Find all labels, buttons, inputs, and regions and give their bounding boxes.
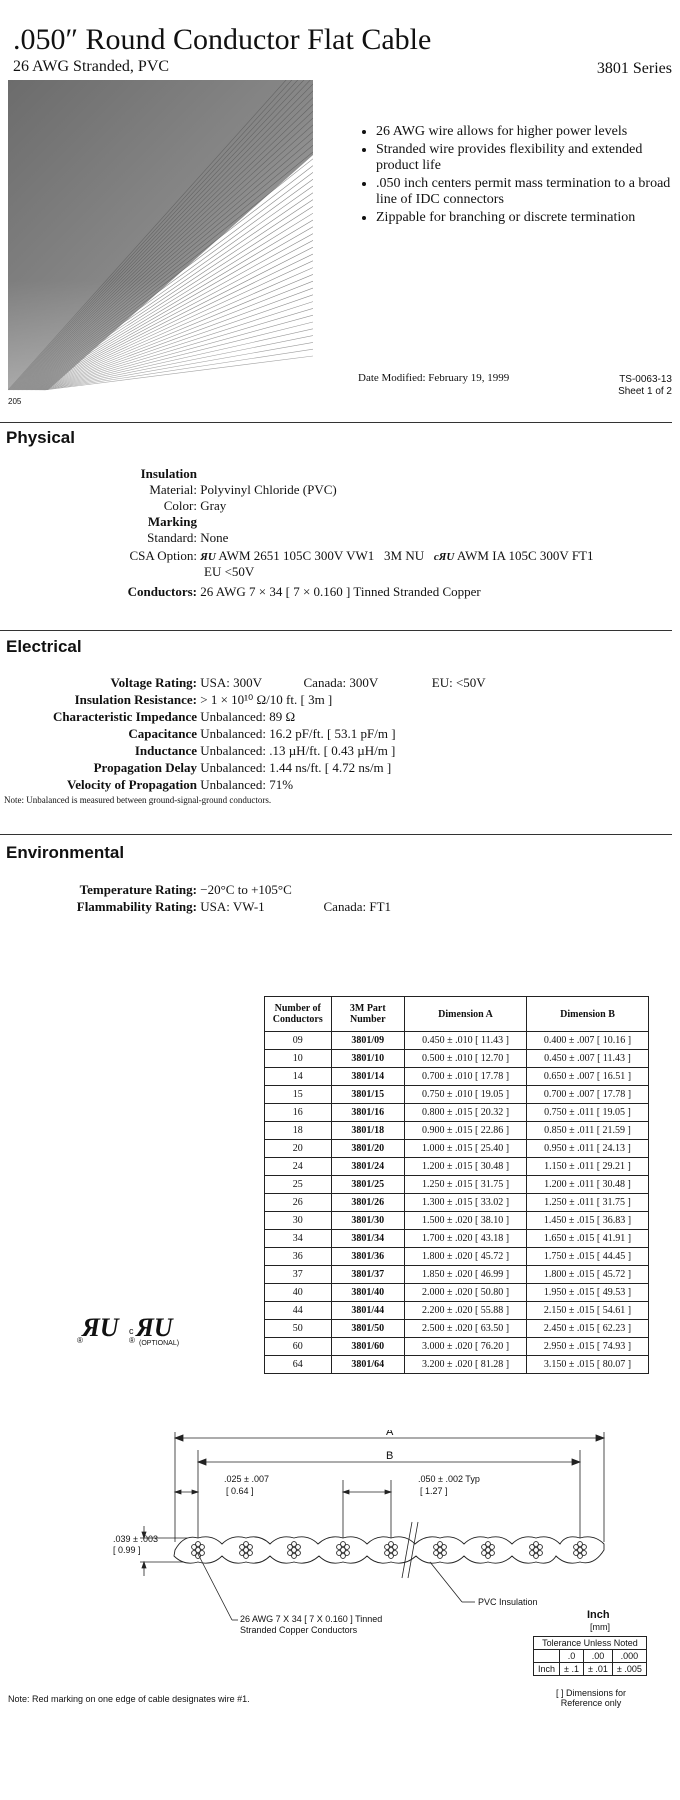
col-conductors: Number of Conductors	[265, 997, 332, 1032]
conductor-strand	[292, 1554, 297, 1559]
table-row	[265, 1320, 649, 1338]
velocity-label: Velocity of Propagation	[67, 777, 197, 792]
dimension-a-cell: 0.500 ± .010 [ 12.70 ]	[405, 1050, 527, 1068]
inductance-value: Unbalanced: .13 µH/ft. [ 0.43 µH/m ]	[200, 743, 396, 758]
dimension-b-cell: 0.450 ± .007 [ 11.43 ]	[527, 1050, 649, 1068]
flammability-label: Flammability Rating:	[76, 899, 197, 914]
doc-number-block	[618, 374, 672, 398]
velocity-value: Unbalanced: 71%	[200, 777, 294, 792]
col-dimension-b: Dimension B	[527, 997, 649, 1032]
conductor-count-cell: 18	[265, 1122, 332, 1140]
part-number-cell: 3801/26	[331, 1194, 405, 1212]
conductors-value: 26 AWG 7 × 34 [ 7 × 0.160 ] Tinned Stranded Copper	[200, 584, 481, 599]
tolerance-head: .000	[612, 1650, 646, 1663]
table-row	[265, 1068, 649, 1086]
conductor-strand	[534, 1554, 539, 1559]
conductor-count-cell: 64	[265, 1356, 332, 1374]
table-row	[265, 1284, 649, 1302]
dimension-b-cell: 0.400 ± .007 [ 10.16 ]	[527, 1032, 649, 1050]
red-marking-note: Note: Red marking on one edge of cable designates wire #1.	[8, 1694, 250, 1704]
ul-registered-mark: ®	[77, 1336, 83, 1345]
part-number-cell: 3801/09	[331, 1032, 405, 1050]
dim-b-label: B	[386, 1450, 394, 1462]
color-value: Gray	[200, 498, 227, 513]
capacitance-value: Unbalanced: 16.2 pF/ft. [ 53.1 pF/m ]	[200, 726, 396, 741]
propagation-delay-row	[0, 760, 391, 776]
dimension-b-cell: 1.250 ± .011 [ 31.75 ]	[527, 1194, 649, 1212]
conductors-label: Conductors:	[127, 584, 197, 599]
part-number-table	[264, 996, 649, 1374]
propagation-delay-label: Propagation Delay	[93, 760, 197, 775]
conductor-count-cell: 60	[265, 1338, 332, 1356]
page-title: .050″ Round Conductor Flat Cable	[13, 23, 432, 56]
dimension-a-cell: 1.200 ± .015 [ 30.48 ]	[405, 1158, 527, 1176]
col-part-number: 3M Part Number	[331, 997, 405, 1032]
part-number-cell: 3801/20	[331, 1140, 405, 1158]
dimension-a-cell: 1.000 ± .015 [ 25.40 ]	[405, 1140, 527, 1158]
sheet-number: Sheet 1 of 2	[618, 386, 672, 397]
impedance-value: Unbalanced: 89 Ω	[200, 709, 296, 724]
table-row	[265, 1356, 649, 1374]
capacitance-label: Capacitance	[128, 726, 197, 741]
voltage-row	[0, 675, 486, 691]
optional-label: (OPTIONAL)	[139, 1340, 180, 1347]
electrical-note: Note: Unbalanced is measured between ground-signal-ground conductors.	[4, 795, 272, 805]
dimension-a-cell: 0.750 ± .010 [ 19.05 ]	[405, 1086, 527, 1104]
part-number-cell: 3801/50	[331, 1320, 405, 1338]
insulation-resistance-value: > 1 × 10¹⁰ Ω/10 ft. [ 3m ]	[200, 692, 333, 707]
divider	[0, 630, 672, 631]
dimension-b-cell: 1.800 ± .015 [ 45.72 ]	[527, 1266, 649, 1284]
csa-value-4: EU <50V	[204, 564, 255, 579]
part-number-cell: 3801/37	[331, 1266, 405, 1284]
part-number-cell: 3801/18	[331, 1122, 405, 1140]
dimension-b-cell: 1.450 ± .015 [ 36.83 ]	[527, 1212, 649, 1230]
conductor-count-cell: 26	[265, 1194, 332, 1212]
part-number-cell: 3801/10	[331, 1050, 405, 1068]
dimension-b-cell: 0.850 ± .011 [ 21.59 ]	[527, 1122, 649, 1140]
svg-text:ЯU: ЯU	[136, 1313, 173, 1342]
standard-value: None	[200, 530, 229, 545]
dimension-b-cell: 1.750 ± .015 [ 44.45 ]	[527, 1248, 649, 1266]
part-number-cell: 3801/40	[331, 1284, 405, 1302]
ul-recognized-icon: ЯU	[200, 551, 216, 563]
conductor-strand	[389, 1542, 394, 1547]
dimension-a-cell: 2.200 ± .020 [ 55.88 ]	[405, 1302, 527, 1320]
pitch-label: .050 ± .002 Typ	[418, 1474, 480, 1484]
part-number-cell: 3801/60	[331, 1338, 405, 1356]
voltage-canada: Canada: 300V	[303, 675, 379, 690]
dimension-a-cell: 2.000 ± .020 [ 50.80 ]	[405, 1284, 527, 1302]
table-row	[265, 1158, 649, 1176]
conductor-count-cell: 15	[265, 1086, 332, 1104]
divider	[0, 422, 672, 423]
marking-label: Marking	[147, 514, 197, 529]
table-row	[265, 1194, 649, 1212]
propagation-delay-value: Unbalanced: 1.44 ns/ft. [ 4.72 ns/m ]	[200, 760, 392, 775]
conductor-strand	[341, 1554, 346, 1559]
conductor-strand	[438, 1554, 443, 1559]
insulation-resistance-label: Insulation Resistance:	[74, 692, 197, 707]
tolerance-title: Tolerance Unless Noted	[534, 1637, 647, 1650]
temperature-row	[0, 882, 292, 898]
tolerance-value-row	[534, 1663, 647, 1676]
dimension-a-cell: 0.700 ± .010 [ 17.78 ]	[405, 1068, 527, 1086]
conductor-count-cell: 25	[265, 1176, 332, 1194]
conductor-strand	[486, 1542, 491, 1547]
csa-label: CSA Option:	[129, 548, 197, 563]
pvc-insulation-callout: PVC Insulation	[478, 1597, 538, 1607]
conductor-count-cell: 37	[265, 1266, 332, 1284]
units-inch: Inch	[587, 1609, 610, 1621]
table-header-row	[265, 997, 649, 1032]
conductor-strand	[438, 1542, 443, 1547]
dimension-a-cell: 1.250 ± .015 [ 31.75 ]	[405, 1176, 527, 1194]
dimension-b-cell: 2.950 ± .015 [ 74.93 ]	[527, 1338, 649, 1356]
tolerance-title-row	[534, 1637, 647, 1650]
dimension-a-cell: 1.800 ± .020 [ 45.72 ]	[405, 1248, 527, 1266]
divider	[0, 834, 672, 835]
feature-item: • .050 inch centers permit mass termination to a broad line of IDC connectors	[376, 176, 680, 208]
dimension-a-cell: 0.800 ± .015 [ 20.32 ]	[405, 1104, 527, 1122]
part-number-cell: 3801/36	[331, 1248, 405, 1266]
date-modified: Date Modified: February 19, 1999	[358, 372, 510, 384]
dimension-a-cell: 3.000 ± .020 [ 76.20 ]	[405, 1338, 527, 1356]
table-row	[265, 1230, 649, 1248]
dimension-b-cell: 1.200 ± .011 [ 30.48 ]	[527, 1176, 649, 1194]
table-row	[265, 1176, 649, 1194]
conductor-strand	[244, 1542, 249, 1547]
section-heading-physical: Physical	[6, 428, 75, 447]
dimension-b-cell: 0.950 ± .011 [ 24.13 ]	[527, 1140, 649, 1158]
conductor-callout-line-2: Stranded Copper Conductors	[240, 1625, 358, 1635]
part-number-cell: 3801/14	[331, 1068, 405, 1086]
tolerance-value: ± .01	[583, 1663, 612, 1676]
part-number-cell: 3801/44	[331, 1302, 405, 1320]
dimension-a-cell: 1.850 ± .020 [ 46.99 ]	[405, 1266, 527, 1284]
conductor-count-cell: 40	[265, 1284, 332, 1302]
impedance-label: Characteristic Impedance	[52, 709, 197, 724]
dimension-a-cell: 1.300 ± .015 [ 33.02 ]	[405, 1194, 527, 1212]
ul-logo	[76, 1308, 196, 1357]
color-label: Color:	[163, 498, 197, 513]
feature-item: • Stranded wire provides flexibility and extended product life	[376, 142, 680, 174]
conductor-strand	[578, 1554, 583, 1559]
conductor-strand	[196, 1542, 201, 1547]
dimension-b-cell: 1.650 ± .015 [ 41.91 ]	[527, 1230, 649, 1248]
dimension-b-cell: 2.450 ± .015 [ 62.23 ]	[527, 1320, 649, 1338]
marking-heading	[0, 514, 197, 530]
dimension-b-cell: 1.950 ± .015 [ 49.53 ]	[527, 1284, 649, 1302]
doc-number: TS-0063-13	[619, 374, 672, 385]
voltage-label: Voltage Rating:	[110, 675, 197, 690]
thickness-mm: [ 0.99 ]	[113, 1545, 141, 1555]
feature-list	[358, 124, 680, 228]
c-ul-recognized-icon: cЯU	[433, 551, 455, 563]
dimension-b-cell: 2.150 ± .015 [ 54.61 ]	[527, 1302, 649, 1320]
conductor-count-cell: 20	[265, 1140, 332, 1158]
table-row	[265, 1050, 649, 1068]
part-number-cell: 3801/15	[331, 1086, 405, 1104]
figure-number: 205	[8, 397, 22, 406]
conductor-count-cell: 24	[265, 1158, 332, 1176]
feature-item: • Zippable for branching or discrete termination	[376, 210, 680, 226]
tolerance-head-row	[534, 1650, 647, 1663]
capacitance-row	[0, 726, 396, 742]
dimension-a-cell: 3.200 ± .020 [ 81.28 ]	[405, 1356, 527, 1374]
voltage-usa: USA: 300V	[200, 675, 263, 690]
feature-item: • 26 AWG wire allows for higher power levels	[376, 124, 680, 140]
inductance-label: Inductance	[134, 743, 197, 758]
edge-pitch-mm: [ 0.64 ]	[226, 1486, 254, 1496]
dim-a-label: A	[386, 1430, 394, 1438]
conductor-count-cell: 16	[265, 1104, 332, 1122]
table-row	[265, 1338, 649, 1356]
units-mm: [mm]	[590, 1622, 610, 1632]
impedance-row	[0, 709, 295, 725]
tolerance-head: .00	[583, 1650, 612, 1663]
dimension-b-cell: 0.700 ± .007 [ 17.78 ]	[527, 1086, 649, 1104]
temperature-value: −20°C to +105°C	[200, 882, 292, 897]
conductor-strand	[292, 1542, 297, 1547]
pitch-mm: [ 1.27 ]	[420, 1486, 448, 1496]
col-dimension-a: Dimension A	[405, 997, 527, 1032]
insulation-label: Insulation	[140, 466, 197, 481]
conductors-row	[0, 584, 481, 600]
velocity-row	[0, 777, 293, 793]
conductor-count-cell: 44	[265, 1302, 332, 1320]
voltage-eu: EU: <50V	[431, 675, 486, 690]
part-table-body	[265, 1032, 649, 1374]
svg-text:ЯU: ЯU	[82, 1313, 119, 1342]
part-number-cell: 3801/34	[331, 1230, 405, 1248]
dimension-b-cell: 0.650 ± .007 [ 16.51 ]	[527, 1068, 649, 1086]
conductor-callout-line-1: 26 AWG 7 X 34 [ 7 X 0.160 ] Tinned	[240, 1614, 383, 1624]
material-label: Material:	[149, 482, 197, 497]
table-row	[265, 1104, 649, 1122]
table-row	[265, 1266, 649, 1284]
reference-note-line-1: [ ] Dimensions for	[556, 1688, 627, 1698]
table-row	[265, 1122, 649, 1140]
edge-pitch-label: .025 ± .007	[224, 1474, 269, 1484]
conductor-strand	[244, 1554, 249, 1559]
conductor-strand	[486, 1554, 491, 1559]
series-label: 3801 Series	[596, 60, 672, 77]
conductor-count-cell: 36	[265, 1248, 332, 1266]
table-row	[265, 1086, 649, 1104]
conductor-strand	[389, 1554, 394, 1559]
conductor-count-cell: 09	[265, 1032, 332, 1050]
material-value: Polyvinyl Chloride (PVC)	[200, 482, 337, 497]
dimension-b-cell: 3.150 ± .015 [ 80.07 ]	[527, 1356, 649, 1374]
conductor-count-cell: 14	[265, 1068, 332, 1086]
material-row	[0, 482, 337, 498]
dimension-a-cell: 0.900 ± .015 [ 22.86 ]	[405, 1122, 527, 1140]
flammability-canada: Canada: FT1	[323, 899, 392, 914]
tolerance-value: ± .1	[560, 1663, 584, 1676]
standard-label: Standard:	[147, 530, 197, 545]
conductor-count-cell: 30	[265, 1212, 332, 1230]
thickness-label: .039 ± .003	[113, 1534, 158, 1544]
flammability-row	[0, 899, 391, 915]
csa-row	[0, 548, 593, 565]
tolerance-value: ± .005	[612, 1663, 646, 1676]
inductance-row	[0, 743, 395, 759]
reference-note	[556, 1688, 626, 1708]
dimension-a-cell: 2.500 ± .020 [ 63.50 ]	[405, 1320, 527, 1338]
conductor-count-cell: 10	[265, 1050, 332, 1068]
section-heading-environmental: Environmental	[6, 843, 125, 862]
tolerance-head: .0	[560, 1650, 584, 1663]
part-number-cell: 3801/25	[331, 1176, 405, 1194]
tolerance-table	[533, 1636, 647, 1676]
csa-value-2: 3M NU	[384, 548, 425, 563]
table-row	[265, 1302, 649, 1320]
dimension-a-cell: 1.500 ± .020 [ 38.10 ]	[405, 1212, 527, 1230]
table-row	[265, 1248, 649, 1266]
temperature-label: Temperature Rating:	[79, 882, 197, 897]
csa-value-3: AWM IA 105C 300V FT1	[456, 548, 594, 563]
csa-value-1: AWM 2651 105C 300V VW1	[218, 548, 375, 563]
conductor-strand	[578, 1542, 583, 1547]
part-number-cell: 3801/64	[331, 1356, 405, 1374]
dimension-a-cell: 1.700 ± .020 [ 43.18 ]	[405, 1230, 527, 1248]
conductor-count-cell: 34	[265, 1230, 332, 1248]
cross-section-drawing	[0, 1430, 680, 1665]
color-row	[0, 498, 226, 514]
page-subtitle: 26 AWG Stranded, PVC	[13, 58, 170, 75]
conductor-count-cell: 50	[265, 1320, 332, 1338]
reference-note-line-2: Reference only	[560, 1698, 622, 1708]
csa-c-mark: c	[129, 1326, 134, 1336]
part-number-cell: 3801/24	[331, 1158, 405, 1176]
tolerance-row-label: Inch	[534, 1663, 560, 1676]
section-heading-electrical: Electrical	[6, 637, 82, 656]
insulation-heading	[0, 466, 197, 482]
table-row	[265, 1032, 649, 1050]
flammability-usa: USA: VW-1	[200, 899, 265, 914]
dimension-b-cell: 0.750 ± .011 [ 19.05 ]	[527, 1104, 649, 1122]
dimension-b-cell: 1.150 ± .011 [ 29.21 ]	[527, 1158, 649, 1176]
part-number-cell: 3801/16	[331, 1104, 405, 1122]
part-number-cell: 3801/30	[331, 1212, 405, 1230]
standard-row	[0, 530, 228, 546]
insulation-resistance-row	[0, 692, 332, 708]
conductor-strand	[534, 1542, 539, 1547]
dimension-a-cell: 0.450 ± .010 [ 11.43 ]	[405, 1032, 527, 1050]
table-row	[265, 1212, 649, 1230]
tolerance-blank	[534, 1650, 560, 1663]
table-row	[265, 1140, 649, 1158]
csa-registered-mark: ®	[129, 1336, 135, 1345]
cable-photo	[8, 80, 313, 395]
conductor-strand	[341, 1542, 346, 1547]
